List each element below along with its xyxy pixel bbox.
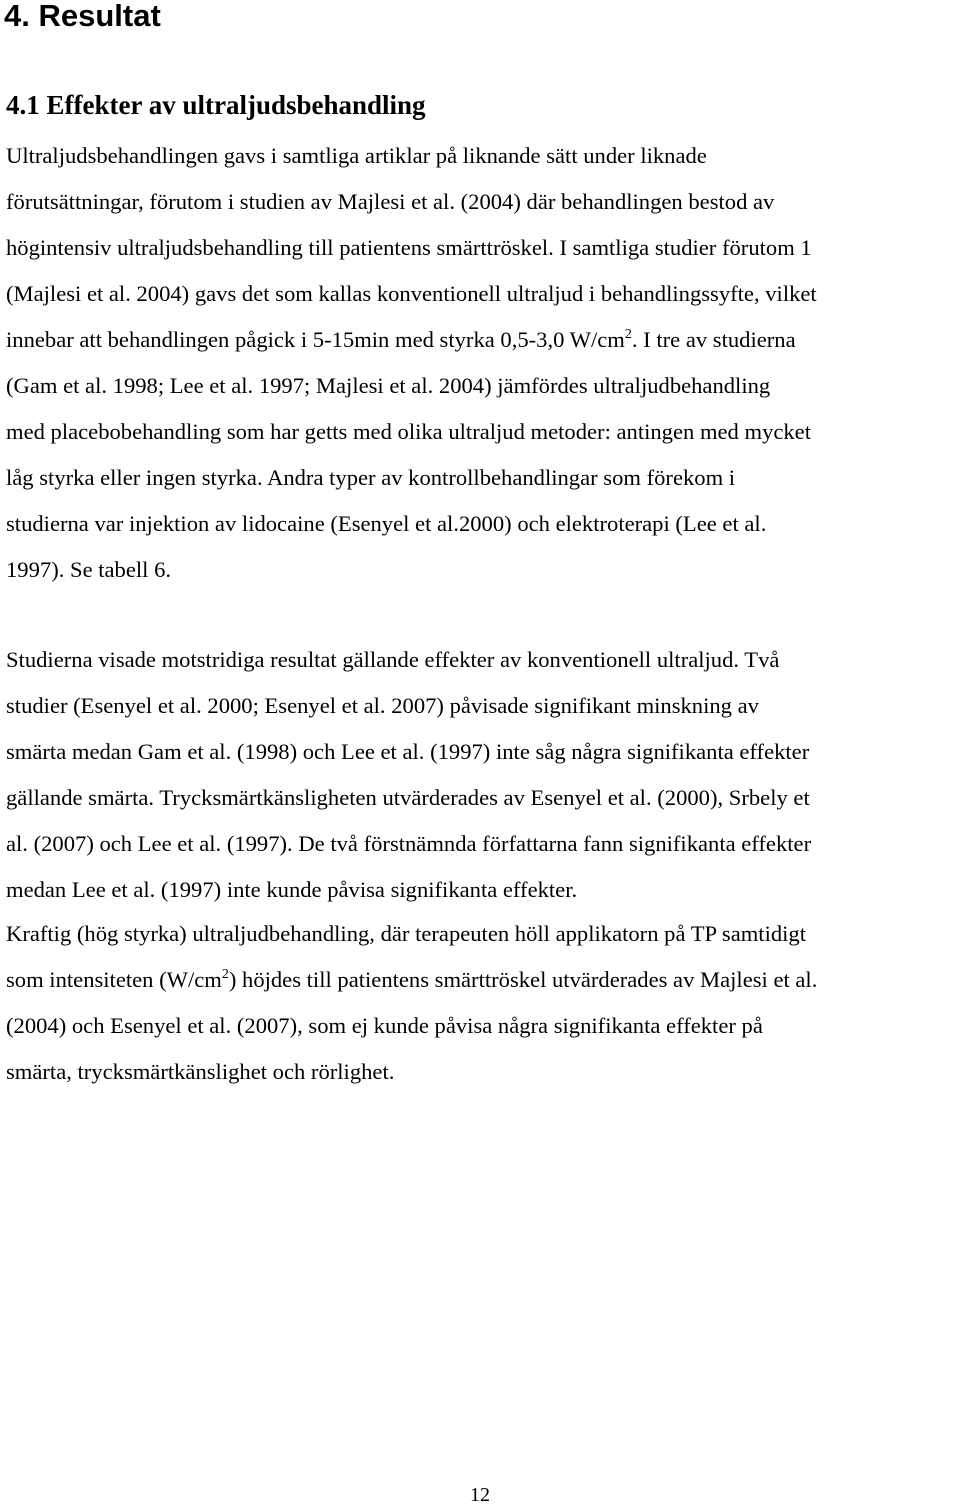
chapter-title: 4. Resultat — [4, 0, 161, 33]
text-segment: som intensiteten (W/cm — [6, 967, 222, 992]
paragraph-high-intensity-results — [6, 911, 817, 1095]
text-line: Studierna visade motstridiga resultat gällande effekter av konventionell ultraljud. Två — [6, 647, 780, 672]
text-line: låg styrka eller ingen styrka. Andra typer av kontrollbehandlingar som förekom i — [6, 465, 736, 490]
paragraph-ultrasound-treatment — [6, 133, 817, 593]
text-segment: ) höjdes till patientens smärttröskel utvärderades av Majlesi et al. — [228, 967, 818, 992]
text-line: smärta, trycksmärtkänslighet och rörlighet. — [6, 1059, 395, 1084]
text-line: (Gam et al. 1998; Lee et al. 1997; Majlesi et al. 2004) jämfördes ultraljudbehandling — [6, 373, 771, 398]
paragraph-conventional-results — [6, 637, 811, 913]
text-line: al. (2007) och Lee et al. (1997). De två förstnämnda författarna fann signifikanta effekter — [6, 831, 812, 856]
section-title: 4.1 Effekter av ultraljudsbehandling — [6, 90, 426, 120]
text-line: studier (Esenyel et al. 2000; Esenyel et al. 2007) påvisade signifikant minskning av — [6, 693, 759, 718]
text-line: (Majlesi et al. 2004) gavs det som kallas konventionell ultraljud i behandlingssyfte, vilket — [6, 281, 817, 306]
text-segment: . I tre av studierna — [631, 327, 796, 352]
text-line: Kraftig (hög styrka) ultraljudbehandling, där terapeuten höll applikatorn på TP samtidigt — [6, 921, 806, 946]
page-number: 12 — [470, 1484, 490, 1506]
text-line: Ultraljudsbehandlingen gavs i samtliga artiklar på liknande sätt under liknade — [6, 143, 707, 168]
text-line: studierna var injektion av lidocaine (Esenyel et al.2000) och elektroterapi (Lee et al. — [6, 511, 767, 536]
text-line: medan Lee et al. (1997) inte kunde påvisa signifikanta effekter. — [6, 877, 578, 902]
superscript: 2 — [624, 327, 632, 342]
text-line: förutsättningar, förutom i studien av Majlesi et al. (2004) där behandlingen bestod av — [6, 189, 775, 214]
text-line: högintensiv ultraljudsbehandling till patientens smärttröskel. I samtliga studier förutom 1 — [6, 235, 812, 260]
text-line: med placebobehandling som har getts med olika ultraljud metoder: antingen med mycket — [6, 419, 811, 444]
text-line: (2004) och Esenyel et al. (2007), som ej kunde påvisa några signifikanta effekter på — [6, 1013, 763, 1038]
text-line — [6, 317, 817, 363]
text-line — [6, 957, 817, 1003]
superscript: 2 — [221, 967, 229, 982]
text-line: smärta medan Gam et al. (1998) och Lee et al. (1997) inte såg några signifikanta effekter — [6, 739, 810, 764]
text-segment: innebar att behandlingen pågick i 5-15min med styrka 0,5-3,0 W/cm — [6, 327, 625, 352]
text-line: gällande smärta. Trycksmärtkänsligheten utvärderades av Esenyel et al. (2000), Srbely et — [6, 785, 810, 810]
text-line: 1997). Se tabell 6. — [6, 557, 172, 582]
